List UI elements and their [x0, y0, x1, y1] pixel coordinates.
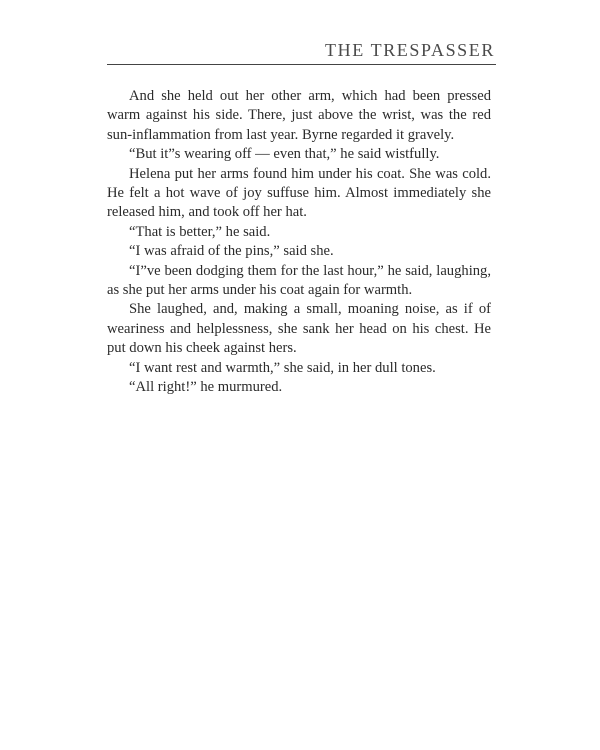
paragraph: “All right!” he murmured. — [129, 379, 283, 396]
paragraph: Helena put her arms found him under his coat. She was cold. He felt a hot wave of joy suffuse him. Almost immediately she released him, and took off her hat. — [107, 165, 491, 221]
paragraph: She laughed, and, making a small, moaning noise, as if of weariness and helplessness, she sank her head on his chest. He put down his cheek against hers. — [107, 301, 491, 357]
running-head: THE TRESPASSER — [325, 40, 495, 60]
paragraph: “That is better,” he said. — [129, 223, 271, 240]
paragraph: “I”ve been dodging them for the last hour,” he said, laughing, as she put her arms under his coat again for warmth. — [107, 262, 491, 299]
body-text — [107, 87, 491, 398]
paragraph: “But it”s wearing off — even that,” he said wistfully. — [129, 146, 440, 163]
paragraph: “I was afraid of the pins,” said she. — [129, 243, 334, 260]
header-rule — [107, 64, 496, 65]
paragraph: And she held out her other arm, which had been pressed warm against his side. There, just above the wrist, was the red sun-inflammation from last year. Byrne regarded it gravely. — [107, 88, 491, 143]
paragraph: “I want rest and warmth,” she said, in her dull tones. — [129, 359, 436, 376]
